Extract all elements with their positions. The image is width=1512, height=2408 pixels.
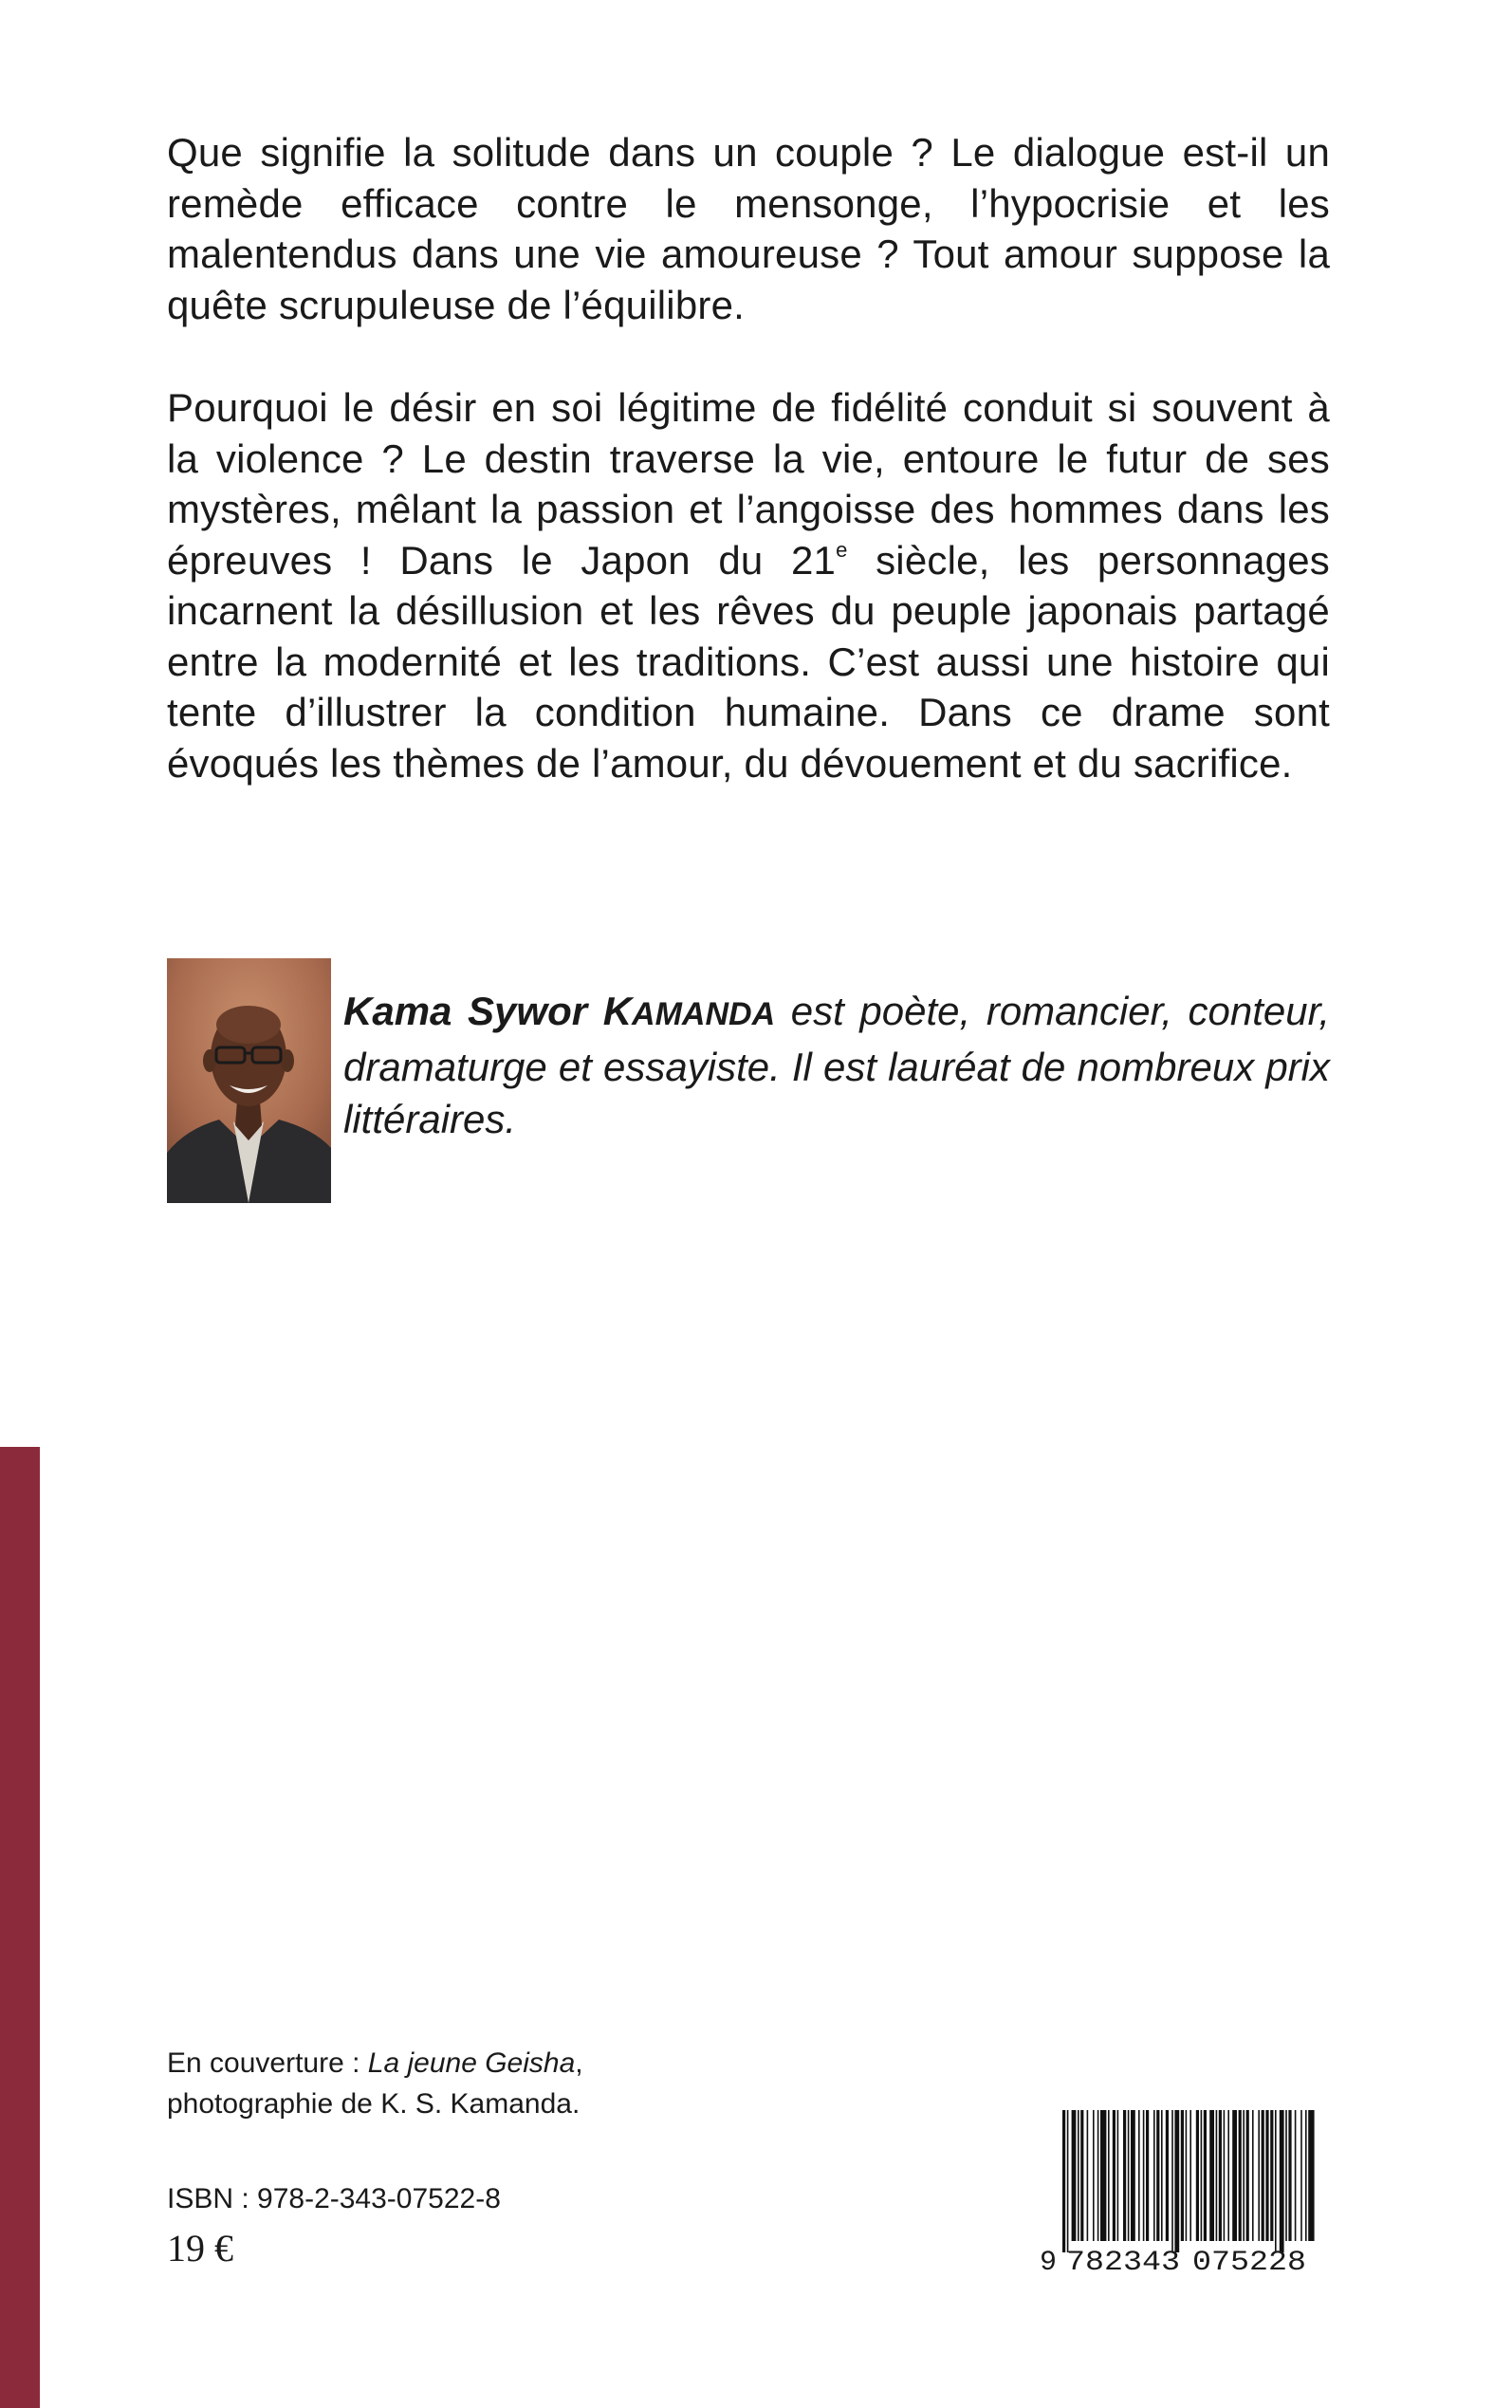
barcode-bar	[1067, 2110, 1069, 2252]
barcode-bar	[1285, 2110, 1287, 2241]
barcode-bar	[1131, 2110, 1135, 2241]
price: 19 €	[167, 2227, 233, 2269]
isbn: ISBN : 978-2-343-07522-8	[167, 2183, 501, 2214]
barcode-bar	[1080, 2110, 1083, 2241]
barcode-bar	[1171, 2110, 1173, 2252]
barcode-bar	[1246, 2110, 1249, 2241]
cover-credit	[167, 2043, 583, 2124]
barcode-bar	[1189, 2110, 1191, 2241]
barcode-bar	[1204, 2110, 1207, 2241]
barcode-bar	[1288, 2110, 1291, 2241]
barcode-bar	[1128, 2110, 1130, 2241]
barcode-digits-left: 782343	[1066, 2247, 1180, 2273]
barcode-bar	[1243, 2110, 1245, 2241]
barcode-bar	[1181, 2110, 1184, 2241]
barcode-bar	[1219, 2110, 1222, 2241]
blurb-paragraph-1: Que signifie la solitude dans un couple ? Le dialogue est-il un remède efficace contre le mensonge, l’hypocrisie et les malentendus dans une vie amoureuse ? Tout amour suppose la quête scrupuleuse de l’équilibre.	[167, 130, 1330, 327]
barcode-bar	[1239, 2110, 1242, 2241]
barcode-bar	[1097, 2110, 1099, 2241]
barcode-bar	[1262, 2110, 1264, 2241]
barcode-digits-right: 075228	[1192, 2247, 1306, 2273]
barcode-bar	[1308, 2110, 1314, 2241]
barcode	[1038, 2102, 1326, 2273]
author-first-names: Kama Sywor	[343, 989, 603, 1033]
barcode-bar	[1062, 2110, 1065, 2252]
barcode-bar	[1275, 2110, 1277, 2252]
barcode-bar	[1209, 2110, 1214, 2241]
blurb-paragraph-2	[167, 382, 1330, 788]
barcode-bar	[1072, 2110, 1077, 2241]
barcode-bar	[1201, 2110, 1203, 2241]
barcode-bar	[1174, 2110, 1179, 2252]
century-superscript: e	[836, 537, 848, 562]
author-surname-initial: K	[602, 989, 633, 1033]
barcode-bar	[1123, 2110, 1126, 2241]
barcode-bar	[1143, 2110, 1145, 2241]
barcode-digit-first: 9	[1040, 2247, 1058, 2273]
barcode-bar	[1113, 2110, 1116, 2241]
barcode-bar	[1280, 2110, 1284, 2252]
barcode-bar	[1156, 2110, 1159, 2241]
barcode-bar	[1232, 2110, 1237, 2241]
author-surname-rest: AMANDA	[632, 996, 776, 1032]
barcode-bar	[1265, 2110, 1268, 2241]
credit-title: La jeune Geisha	[367, 2047, 576, 2079]
barcode-bar	[1146, 2110, 1149, 2241]
barcode-bar	[1305, 2110, 1307, 2241]
blurb-paragraph-2-start: Pourquoi le désir en soi légitime de fidélité conduit si souvent à la violence ? Le destin traverse la vie, entoure le futur de ses mystères, mêlant la passion et l’angoisse des hommes dans les épreuves ! Dans le Japon du 21	[167, 385, 1330, 583]
barcode-bar	[1252, 2110, 1254, 2241]
barcode-bar	[1295, 2110, 1297, 2241]
barcode-bar	[1258, 2110, 1260, 2241]
spine-band	[0, 1447, 40, 2408]
barcode-bar	[1227, 2110, 1229, 2241]
author-name	[343, 989, 775, 1033]
credit-prefix: En couverture :	[167, 2047, 368, 2079]
barcode-bar	[1108, 2110, 1110, 2241]
barcode-bar	[1270, 2110, 1273, 2241]
barcode-bar	[1300, 2110, 1302, 2241]
barcode-bar	[1153, 2110, 1155, 2241]
barcode-bar	[1166, 2110, 1169, 2241]
blurb-paragraph-2-end: siècle, les personnages incarnent la désillusion et les rêves du peuple japonais partagé entre la modernité et les traditions. C’est aussi une histoire qui tente d’illustrer la condition humaine. Dans ce drame sont évoqués les thèmes de l’amour, du dévouement et du sacrifice.	[167, 537, 1330, 786]
barcode-bar	[1100, 2110, 1106, 2241]
author-photo	[167, 958, 331, 1203]
author-bio-text: est poète, romancier, conteur, dramaturge et essayiste. Il est lauréat de nombreux prix littéraires.	[343, 989, 1330, 1141]
credit-suffix: ,	[575, 2047, 583, 2079]
barcode-bar	[1186, 2110, 1188, 2241]
barcode-bar	[1224, 2110, 1226, 2241]
barcode-bar	[1093, 2110, 1095, 2241]
barcode-bar	[1087, 2110, 1089, 2241]
barcode-bar	[1161, 2110, 1163, 2241]
credit-photographer: photographie de K. S. Kamanda.	[167, 2088, 581, 2120]
barcode-bar	[1216, 2110, 1218, 2241]
barcode-bar	[1138, 2110, 1140, 2241]
barcode-bar	[1078, 2110, 1079, 2241]
barcode-bar	[1196, 2110, 1199, 2241]
author-bio	[343, 985, 1330, 1145]
barcode-bar	[1117, 2110, 1119, 2241]
